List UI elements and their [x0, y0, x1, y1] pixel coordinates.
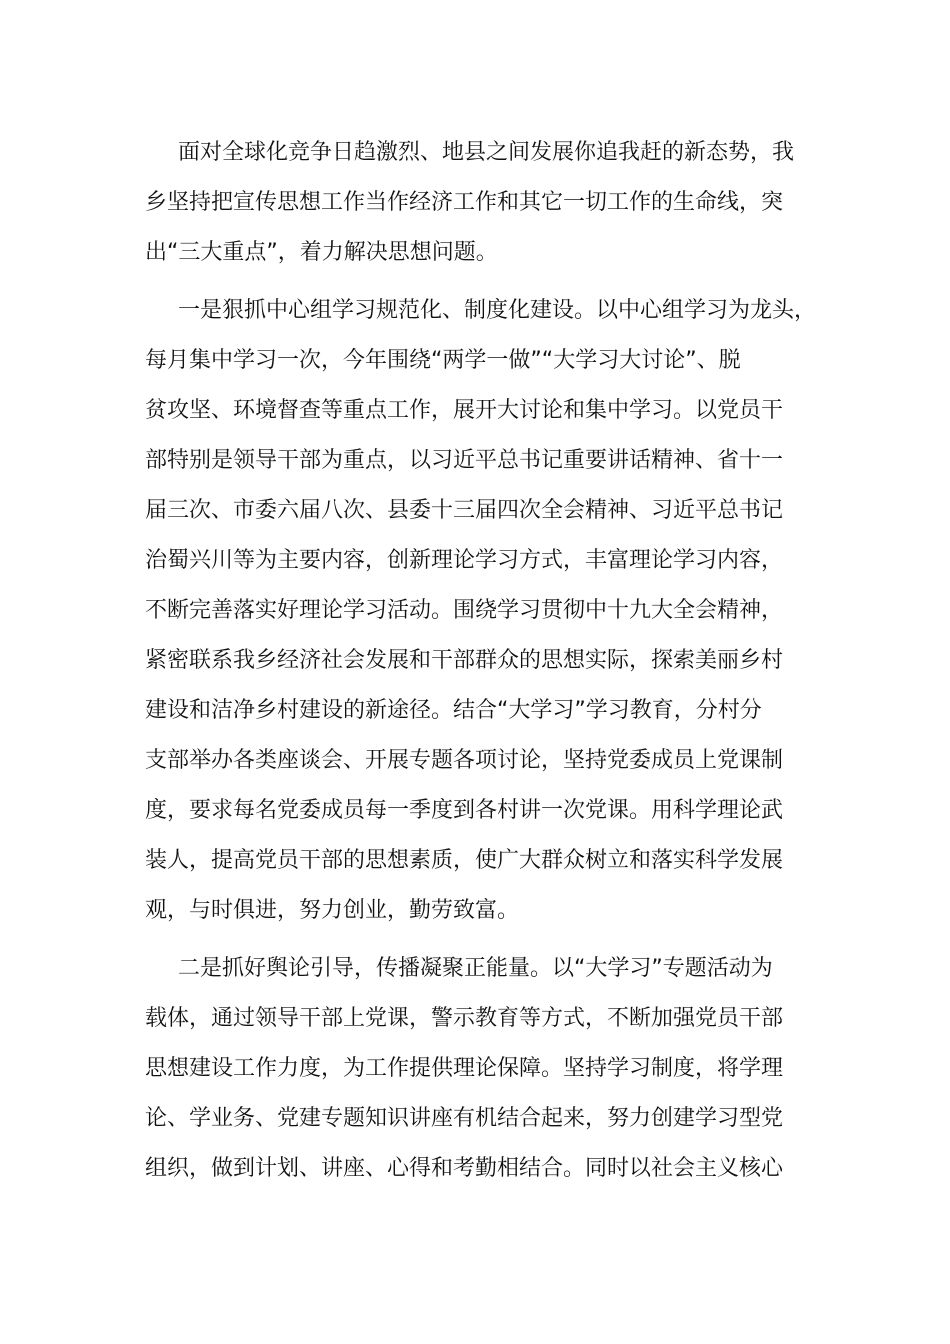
text-line: 论、学业务、党建专题知识讲座有机结合起来，努力创建学习型党	[145, 1106, 784, 1131]
text-line: 载体，通过领导干部上党课，警示教育等方式，不断加强党员干部	[145, 1006, 784, 1031]
text-line: 度，要求每名党委成员每一季度到各村讲一次党课。用科学理论武	[145, 798, 784, 823]
text-line: 贫攻坚、环境督查等重点工作，展开大讨论和集中学习。以党员干	[145, 398, 784, 423]
text-line: 支部举办各类座谈会、开展专题各项讨论，坚持党委成员上党课制	[145, 748, 784, 773]
text-line: 部特别是领导干部为重点，以习近平总书记重要讲话精神、省十一	[145, 448, 784, 473]
text-line: 每月集中学习一次，今年围绕“两学一做”“大学习大讨论”、脱	[145, 348, 741, 373]
paragraph-point-two	[145, 944, 845, 1194]
paragraph-intro	[145, 128, 845, 278]
text-line: 届三次、市委六届八次、县委十三届四次全会精神、习近平总书记	[145, 498, 784, 523]
text-line: 组织，做到计划、讲座、心得和考勤相结合。同时以社会主义核心	[145, 1156, 784, 1181]
text-line: 面对全球化竞争日趋激烈、地县之间发展你追我赶的新态势，我	[178, 140, 795, 165]
text-line: 观，与时俱进，努力创业，勤劳致富。	[145, 898, 520, 923]
text-line: 二是抓好舆论引导，传播凝聚正能量。以“大学习”专题活动为	[178, 956, 773, 981]
text-line: 紧密联系我乡经济社会发展和干部群众的思想实际，探索美丽乡村	[145, 648, 784, 673]
text-line: 一是狠抓中心组学习规范化、制度化建设。以中心组学习为龙头，	[178, 298, 817, 323]
text-line: 治蜀兴川等为主要内容，创新理论学习方式，丰富理论学习内容，	[145, 548, 784, 573]
text-line: 装人，提高党员干部的思想素质，使广大群众树立和落实科学发展	[145, 848, 784, 873]
text-line: 思想建设工作力度，为工作提供理论保障。坚持学习制度，将学理	[145, 1056, 784, 1081]
document-body	[145, 128, 845, 1202]
text-line: 建设和洁净乡村建设的新途径。结合“大学习”学习教育，分村分	[145, 698, 762, 723]
text-line: 乡坚持把宣传思想工作当作经济工作和其它一切工作的生命线，突	[145, 190, 784, 215]
paragraph-point-one	[145, 286, 845, 936]
text-line: 出“三大重点”，着力解决思想问题。	[145, 240, 498, 265]
text-line: 不断完善落实好理论学习活动。围绕学习贯彻中十九大全会精神，	[145, 598, 784, 623]
